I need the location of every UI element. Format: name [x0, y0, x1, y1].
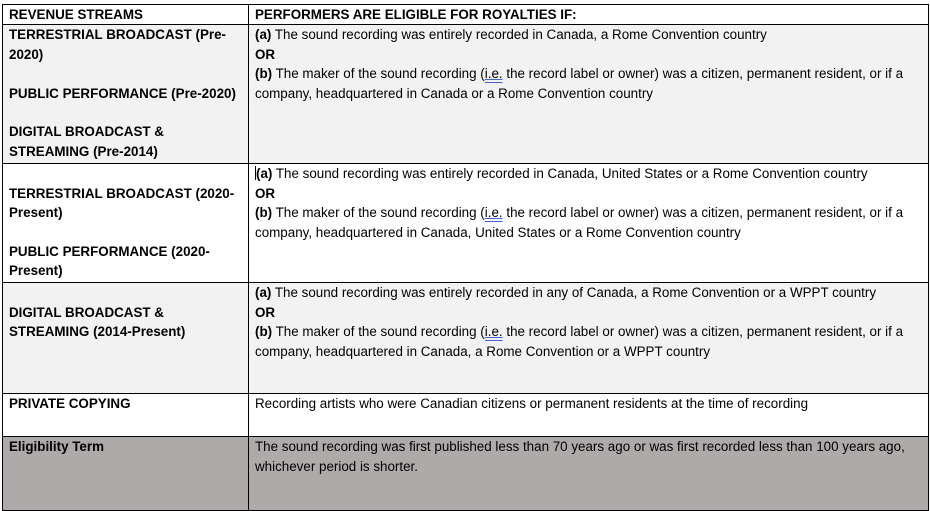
table-row — [3, 25, 929, 164]
stream-label: TERRESTRIAL BROADCAST (2020-Present) — [9, 185, 235, 221]
header-eligibility: PERFORMERS ARE ELIGIBLE FOR ROYALTIES IF: — [249, 5, 929, 25]
stream-label: Eligibility Term — [9, 439, 104, 455]
table-row — [3, 394, 929, 437]
revenue-streams-cell — [3, 25, 249, 164]
condition-b: (b) The maker of the sound recording (i.e. the record label or owner) was a citizen, permanent resident, or if a company, headquartered in Canada, United States or a Rome Convention country — [255, 205, 904, 240]
or-label: OR — [255, 46, 276, 62]
revenue-streams-cell — [3, 394, 249, 437]
stream-label: PUBLIC PERFORMANCE (Pre-2020) — [9, 85, 236, 101]
condition-b: (b) The maker of the sound recording (i.e. the record label or owner) was a citizen, permanent resident, or if a company, headquartered in Canada or a Rome Convention country — [255, 66, 904, 101]
header-revenue-streams: REVENUE STREAMS — [3, 5, 249, 25]
eligibility-cell: Recording artists who were Canadian citizens or permanent residents at the time of recording — [249, 394, 929, 437]
or-label: OR — [255, 304, 276, 320]
condition-a: (a) The sound recording was entirely recorded in Canada, a Rome Convention country — [255, 27, 767, 43]
condition-a: (a) The sound recording was entirely recorded in Canada, United States or a Rome Convention country — [256, 166, 868, 182]
revenue-streams-cell — [3, 164, 249, 283]
stream-label: DIGITAL BROADCAST & STREAMING (Pre-2014) — [9, 124, 164, 159]
eligibility-cell — [249, 25, 929, 164]
stream-label: DIGITAL BROADCAST & STREAMING (2014-Present) — [9, 304, 186, 340]
stream-label: PUBLIC PERFORMANCE (2020-Present) — [9, 244, 210, 279]
condition-b: (b) The maker of the sound recording (i.e. the record label or owner) was a citizen, permanent resident, or if a company, headquartered in Canada, a Rome Convention or a WPPT country — [255, 324, 904, 359]
revenue-streams-cell — [3, 283, 249, 394]
table-row — [3, 437, 929, 511]
table-row — [3, 283, 929, 394]
stream-label: TERRESTRIAL BROADCAST (Pre-2020) — [9, 27, 226, 62]
condition-a: (a) The sound recording was entirely recorded in any of Canada, a Rome Convention or a WPPT country — [255, 285, 877, 301]
eligibility-cell — [249, 283, 929, 394]
eligibility-cell: The sound recording was first published less than 70 years ago or was first recorded less than 100 years ago, whichever period is shorter. — [249, 437, 929, 511]
stream-label: PRIVATE COPYING — [9, 396, 131, 412]
header-row — [3, 5, 929, 25]
revenue-streams-cell — [3, 437, 249, 511]
or-label: OR — [255, 185, 276, 201]
table-row — [3, 164, 929, 283]
eligibility-cell[interactable] — [249, 164, 929, 283]
royalties-eligibility-table — [2, 4, 929, 511]
